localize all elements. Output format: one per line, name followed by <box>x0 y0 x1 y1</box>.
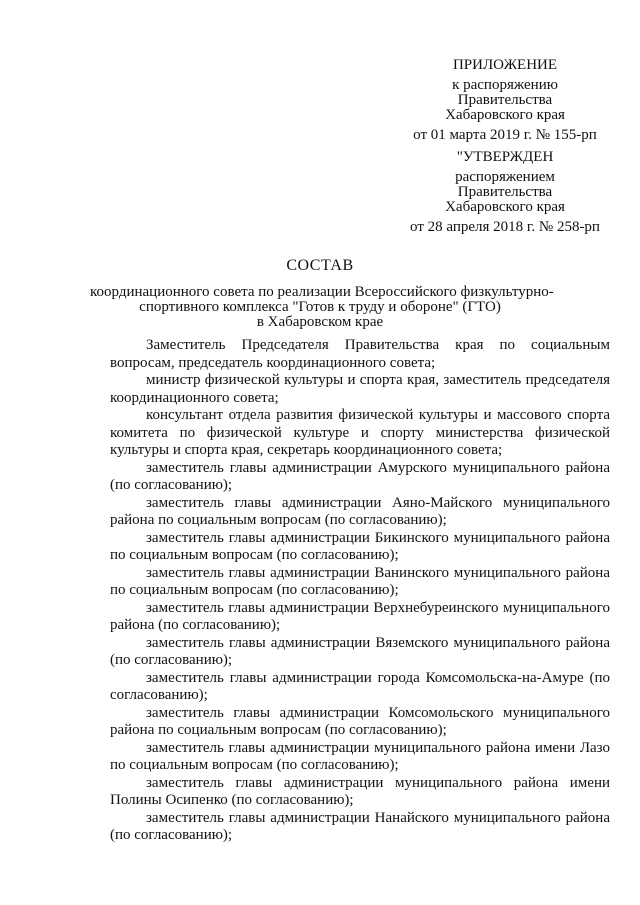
appendix-line-1: к распоряжению <box>452 77 558 93</box>
member-item: заместитель главы администрации муниципального района имени Лазо по социальным вопросам (по согласованию); <box>110 739 610 773</box>
member-item: заместитель главы администрации Бикинского муниципального района по социальным вопросам (по согласованию); <box>110 529 610 563</box>
title-line-2: спортивного комплекса "Готов к труду и обороне" (ГТО) <box>139 299 501 315</box>
member-item: заместитель главы администрации Верхнебуреинского муниципального района (по согласованию); <box>110 599 610 633</box>
member-item: заместитель главы администрации Нанайского муниципального района (по согласованию); <box>110 809 610 843</box>
document-title: СОСТАВ <box>286 257 354 274</box>
member-item: заместитель главы администрации Амурского муниципального района (по согласованию); <box>110 459 610 493</box>
approved-line-3: Хабаровского края <box>445 199 565 215</box>
member-item: заместитель главы администрации города Комсомольска-на-Амуре (по согласованию); <box>110 669 610 703</box>
appendix-date-line: от 01 марта 2019 г. № 155-рп <box>413 127 597 143</box>
member-item: заместитель главы администрации муниципального района имени Полины Осипенко (по согласованию); <box>110 774 610 808</box>
approved-line-2: Правительства <box>457 184 553 200</box>
appendix-heading: ПРИЛОЖЕНИЕ <box>452 57 558 73</box>
approved-block <box>395 150 615 235</box>
appendix-line-2: Правительства <box>457 92 553 108</box>
member-item: заместитель главы администрации Ванинского муниципального района по социальным вопросам (по согласованию); <box>110 564 610 598</box>
appendix-block <box>395 58 615 143</box>
member-item: Заместитель Председателя Правительства края по социальным вопросам, председатель координационного совета; <box>110 337 610 371</box>
appendix-line-3: Хабаровского края <box>445 107 565 123</box>
approved-date-line: от 28 апреля 2018 г. № 258-рп <box>410 219 600 235</box>
member-item: министр физической культуры и спорта края, заместитель председателя координационного совета; <box>110 372 610 406</box>
member-item: заместитель главы администрации Аяно-Майского муниципального района по социальным вопросам (по согласованию); <box>110 494 610 528</box>
approved-line-1: распоряжением <box>455 169 555 185</box>
approved-heading: "УТВЕРЖДЕН <box>456 149 554 165</box>
member-item: заместитель главы администрации Вяземского муниципального района (по согласованию); <box>110 634 610 668</box>
document-title-block <box>90 257 554 330</box>
title-line-1: координационного совета по реализации Всероссийского физкультурно- <box>90 284 554 300</box>
members-list <box>110 337 610 845</box>
member-item: консультант отдела развития физической культуры и массового спорта комитета по физической культуре и спорту министерства физической культуры и спорта края, секретарь координационного совета; <box>110 407 610 458</box>
title-line-3: в Хабаровском крае <box>256 314 384 330</box>
member-item: заместитель главы администрации Комсомольского муниципального района по социальным вопросам (по согласованию); <box>110 704 610 738</box>
